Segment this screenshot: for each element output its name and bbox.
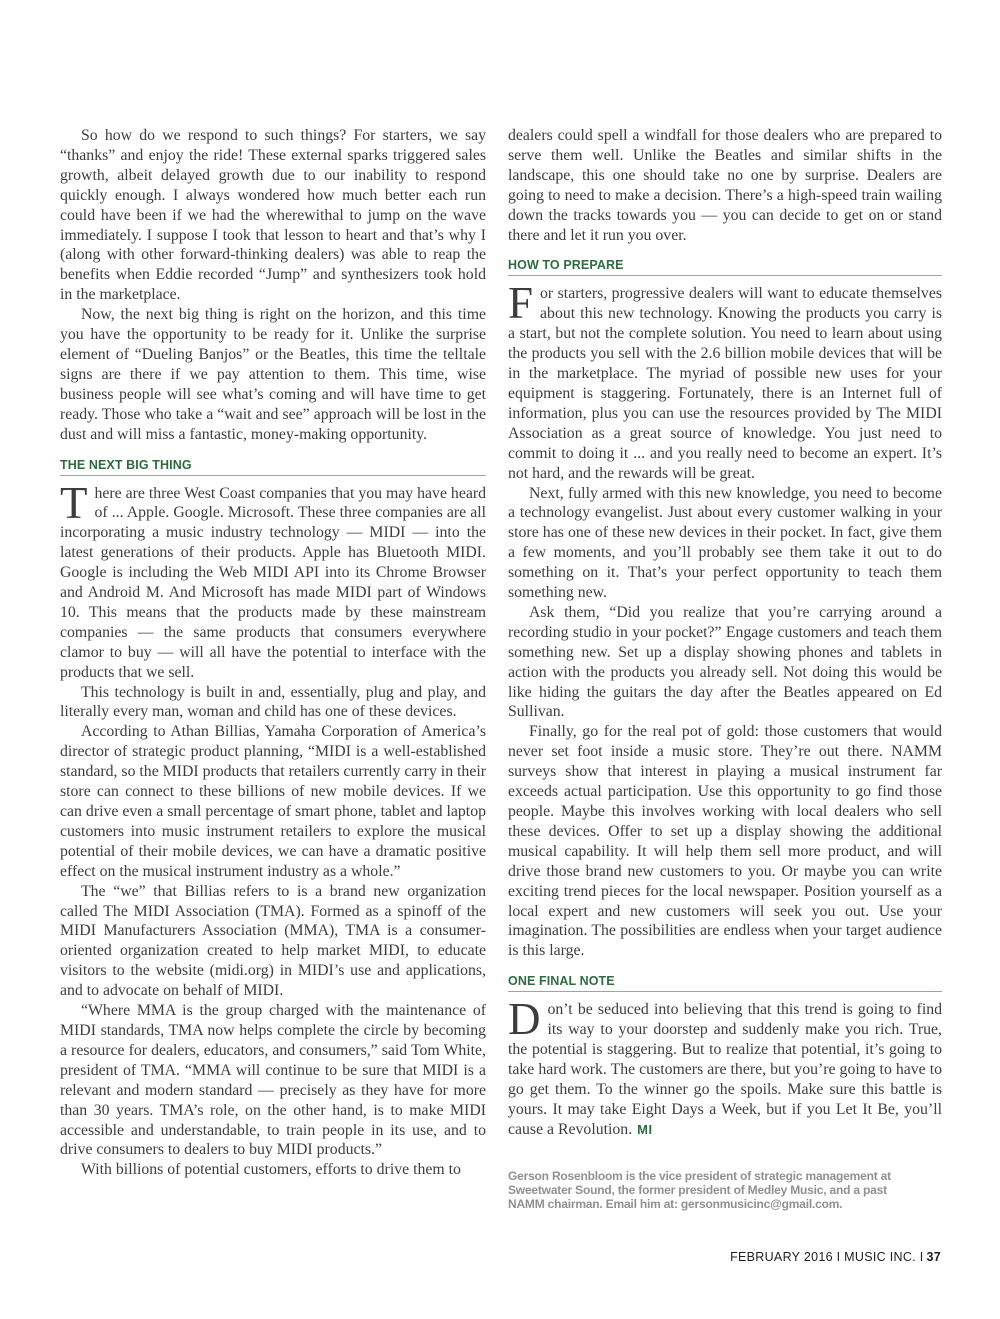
paragraph: So how do we respond to such things? For starters, we say “thanks” and enjoy the ride! These external sparks triggered sales growth, albeit delayed growth due to our inability to respond quickly enough. I always wondered how much better each run could have been if we had the wherewithal to jump on the wave immediately. I suppose I took that lesson to heart and that’s why I (along with other forward-thinking dealers) was able to reap the benefits when Eddie recorded “Jump” and synthesizers took hold in the marketplace. [60, 127, 486, 304]
paragraph: Next, fully armed with this new knowledge, you need to become a technology evangelist. Just about every customer walking in your store has one of these new devices in their pocket. In fact, give them a few moments, and you’ll probably see them take it out to do something on it. That’s your perfect opportunity to teach them something new. [508, 484, 942, 602]
paragraph: “Where MMA is the group charged with the maintenance of MIDI standards, TMA now helps complete the circle by becoming a resource for dealers, educators, and consumers,” said Tom White, president of TMA. “MMA will continue to be sure that MIDI is a relevant and modern standard — precisely as they have for more than 30 years. TMA’s role, on the other hand, is to make MIDI accessible and understandable, to train people in its use, and to drive consumers to dealers to buy MIDI products.” [60, 1002, 486, 1159]
section-heading-the-next-big-thing [60, 458, 486, 476]
paragraph-dropcap [508, 994, 942, 1139]
drop-cap: T [60, 477, 88, 528]
paragraph: Ask them, “Did you realize that you’re carrying around a recording studio in your pocket?” Engage customers and teach them something new. Set up a display showing phones and tablets in action with the products you already sell. Not doing this would be like hiding the guitars the day after the Beatles appeared on Ed Sullivan. [508, 603, 942, 721]
left-column [60, 126, 486, 1180]
section-heading-how-to-prepare [508, 258, 942, 276]
footer-issue-label: FEBRUARY 2016 I MUSIC INC. I [730, 1250, 924, 1264]
paragraph-text: here are three West Coast companies that you may have heard of ... Apple. Google. Microsoft. These three companies are all incorporating a music industry technology — MIDI — into the latest generations of their products. Apple has Bluetooth MIDI. Google is including the Web MIDI API into its Chrome Browser and Android M. And Microsoft has made MIDI part of Windows 10. This means that the products made by these mainstream companies — the same products that consumers everywhere clamor to buy — will all have the potential to interface with the products that we sell. [60, 484, 486, 681]
drop-cap: D [508, 994, 541, 1045]
paragraph-dropcap [60, 477, 486, 683]
right-column [508, 126, 942, 1140]
paragraph: This technology is built in and, essentially, plug and play, and literally every man, woman and child has one of these devices. [60, 683, 486, 721]
paragraph-text: on’t be seduced into believing that this trend is going to find its way to your doorstep and suddenly make you rich. True, the potential is staggering. But to realize that potential, it’s going to take hard work. The customers are there, but you’re going to have to go get them. To the winner go the spoils. Make sure this battle is yours. It may take Eight Days a Week, but if you Let It Be, you’ll cause a Revolution. [508, 1001, 942, 1138]
paragraph-dropcap [508, 278, 942, 483]
article-end-mark: MI [637, 1121, 653, 1137]
paragraph: Now, the next big thing is right on the horizon, and this time you have the opportunity to be ready for it. Unlike the surprise element of “Dueling Banjos” or the Beatles, this time the telltale signs are there if we pay attention to them. This time, wise business people will see what’s coming and will have time to get ready. Those who take a “wait and see” approach will be lost in the dust and will miss a fantastic, money-making opportunity. [60, 306, 486, 443]
section-heading-label: THE NEXT BIG THING [60, 457, 192, 472]
paragraph-continuation: dealers could spell a windfall for those dealers who are prepared to serve them well. Unlike the Beatles and similar shifts in the landscape, this one should take no one by surprise. Dealers are going to need to make a decision. There’s a high-speed train wailing down the tracks towards you — you can decide to get on or stand there and let it run you over. [508, 127, 942, 244]
paragraph: The “we” that Billias refers to is a brand new organization called The MIDI Association (TMA). Formed as a spinoff of the MIDI Manufacturers Association (MMA), TMA is a consumer-oriented organization created to help market MIDI, to educate visitors to the website (midi.org) in MIDI’s use and applications, and to advocate on behalf of MIDI. [60, 882, 486, 1000]
paragraph: With billions of potential customers, efforts to drive them to [81, 1161, 461, 1179]
paragraph: Finally, go for the real pot of gold: those customers that would never set foot inside a music store. They’re out there. NAMM surveys show that interest in playing a musical instrument far exceeds actual participation. Use this opportunity to go find those people. Maybe this involves working with local dealers who sell these devices. Offer to set up a display showing the additional musical capability. It will help them sell more product, and will drive those brand new customers to you. Or maybe you can write exciting trend pieces for the local newspaper. Position yourself as a local expert and new customers will seek you out. Use your imagination. The possibilities are endless when your target audience is this large. [508, 723, 942, 960]
page-number: 37 [926, 1250, 941, 1264]
section-heading-one-final-note [508, 974, 942, 992]
paragraph-text: or starters, progressive dealers will want to educate themselves about this new technology. Knowing the products you carry is a start, but not the complete solution. You need to learn about using the products you sell with the 2.6 billion mobile devices that will be in the marketplace. The myriad of possible new uses for your equipment is staggering. Fortunately, there is an Internet full of information, plus you can use the resources provided by The MIDI Association as a great source of knowledge. You just need to commit to doing it ... and you really need to become an expert. It’s not hard, and the rewards will be great. [508, 285, 942, 482]
author-bio: Gerson Rosenbloom is the vice president of strategic management at Sweetwater Sound, the former president of Medley Music, and a past NAMM chairman. Email him at: gersonmusicinc@gmail.com. [508, 1169, 891, 1211]
paragraph: According to Athan Billias, Yamaha Corporation of America’s director of strategic product planning, “MIDI is a well-established standard, so the MIDI products that retailers currently carry in their store can connect to these billions of new mobile devices. If we can drive even a small percentage of smart phone, tablet and laptop customers into music instrument retailers to explore the musical potential of their mobile devices, we can have a dramatic positive effect on the musical instrument industry as a whole.” [60, 723, 486, 880]
page-footer [730, 1250, 941, 1264]
drop-cap: F [508, 278, 534, 329]
section-heading-label: HOW TO PREPARE [508, 258, 624, 273]
section-heading-label: ONE FINAL NOTE [508, 974, 615, 989]
